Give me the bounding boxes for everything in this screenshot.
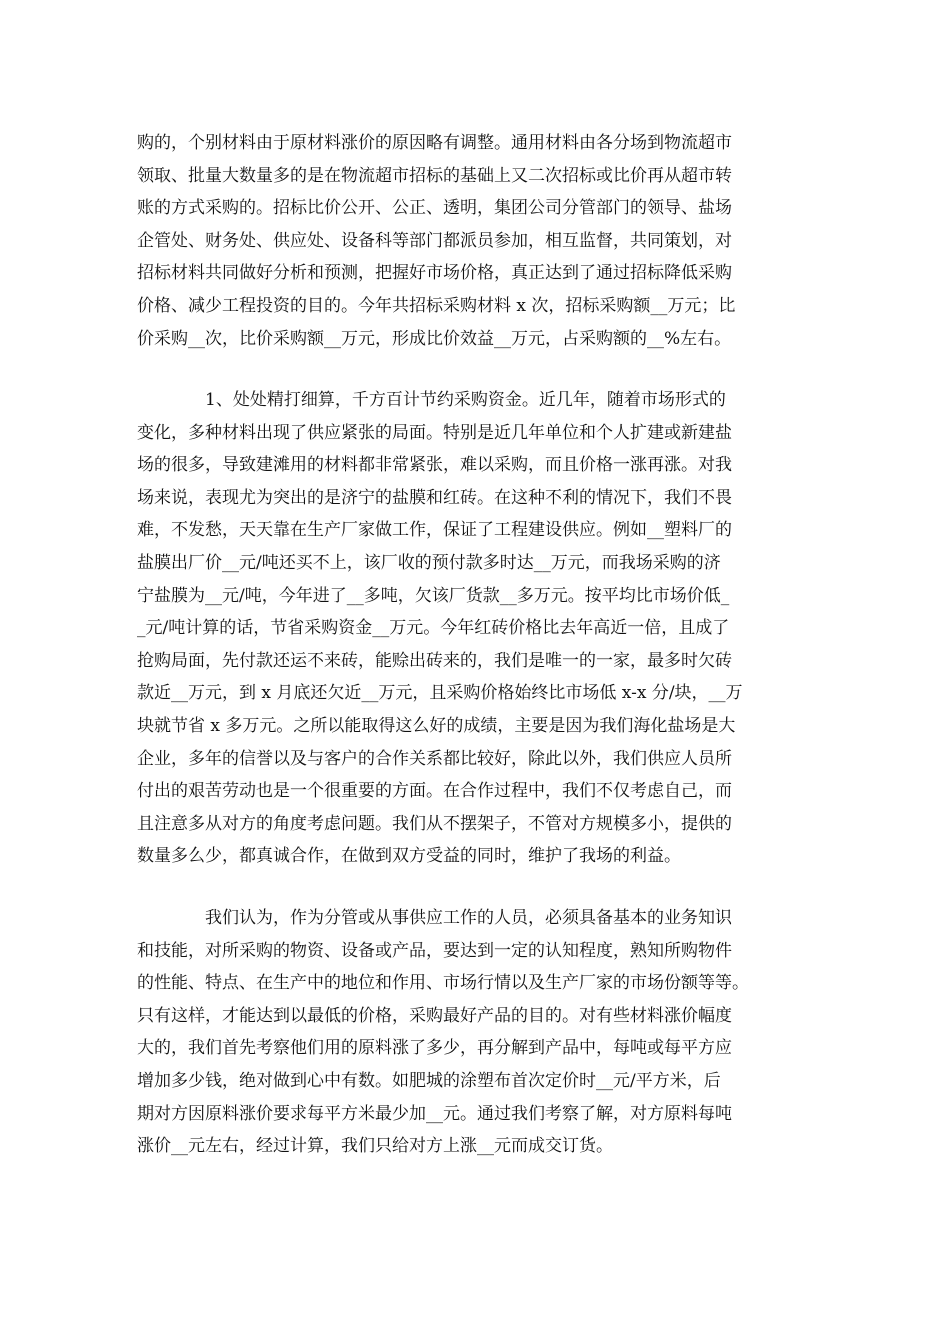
paragraph-line: 且注意多从对方的角度考虑问题。我们从不摆架子，不管对方规模多小，提供的 [137, 813, 732, 834]
paragraph-line: 场来说，表现尤为突出的是济宁的盐膜和红砖。在这种不利的情况下，我们不畏 [137, 487, 732, 508]
paragraph-procurement-bidding [137, 127, 817, 355]
paragraph-line: 涨价__元左右，经过计算，我们只给对方上涨__元而成交订货。 [137, 1136, 613, 1157]
paragraph-line: 招标材料共同做好分析和预测，把握好市场价格，真正达到了通过招标降低采购 [137, 263, 732, 284]
paragraph-line: 难，不发愁，天天靠在生产厂家做工作，保证了工程建设供应。例如__塑料厂的 [137, 520, 732, 541]
paragraph-line: 只有这样，才能达到以最低的价格，采购最好产品的目的。对有些材料涨价幅度 [137, 1005, 732, 1026]
paragraph-line: 企业，多年的信誉以及与客户的合作关系都比较好，除此以外，我们供应人员所 [137, 748, 732, 769]
paragraph-line: 企管处、财务处、供应处、设备科等部门都派员参加，相互监督，共同策划，对 [137, 230, 732, 251]
paragraph-line: 1、处处精打细算，千方百计节约采购资金。近几年，随着市场形式的 [205, 390, 726, 410]
paragraph-line: 购的，个别材料由于原材料涨价的原因略有调整。通用材料由各分场到物流超市 [137, 133, 732, 153]
paragraph-line: 款近__万元，到 x 月底还欠近__万元，且采购价格始终比市场低 x-x 分/块，__万 [137, 683, 743, 704]
paragraph-line: 变化，多种材料出现了供应紧张的局面。特别是近几年单位和个人扩建或新建盐 [137, 422, 732, 443]
paragraph-line: 大的，我们首先考察他们用的原料涨了多少，再分解到产品中，每吨或每平方应 [137, 1038, 732, 1059]
paragraph-line: 的性能、特点、在生产中的地位和作用、市场行情以及生产厂家的市场份额等等。 [137, 973, 749, 994]
paragraph-line: 盐膜出厂价__元/吨还买不上，该厂收的预付款多时达__万元，而我场采购的济 [137, 552, 721, 573]
paragraph-line: 领取、批量大数量多的是在物流超市招标的基础上又二次招标或比价再从超市转 [137, 165, 732, 186]
paragraph-line: 付出的艰苦劳动也是一个很重要的方面。在合作过程中，我们不仅考虑自己，而 [137, 781, 732, 802]
paragraph-line: 期对方因原料涨价要求每平方米最少加__元。通过我们考察了解，对方原料每吨 [137, 1103, 732, 1124]
paragraph-line: 数量多么少，都真诚合作，在做到双方受益的同时，维护了我场的利益。 [137, 846, 681, 867]
paragraph-line: 宁盐膜为__元/吨，今年进了__多吨，欠该厂货款__多万元。按平均比市场价低_ [137, 585, 730, 606]
paragraph-line: 和技能，对所采购的物资、设备或产品，要达到一定的认知程度，熟知所购物件 [137, 940, 732, 961]
paragraph-line: 场的很多，导致建滩用的材料都非常紧张，难以采购，而且价格一涨再涨。对我 [137, 455, 732, 476]
paragraph-line: 我们认为，作为分管或从事供应工作的人员，必须具备基本的业务知识 [205, 908, 732, 928]
paragraph-line: 账的方式采购的。招标比价公开、公正、透明，集团公司分管部门的领导、盐场 [137, 198, 732, 219]
paragraph-line: 块就节省 x 多万元。之所以能取得这么好的成绩，主要是因为我们海化盐场是大 [137, 715, 736, 736]
paragraph-saving-funds [137, 384, 817, 873]
paragraph-line: 价格、减少工程投资的目的。今年共招标采购材料 x 次，招标采购额__万元；比 [137, 295, 736, 316]
paragraph-line: _元/吨计算的话，节省采购资金__万元。今年红砖价格比去年高近一倍，且成了 [137, 618, 730, 639]
paragraph-line: 抢购局面，先付款还运不来砖，能赊出砖来的，我们是唯一的一家，最多时欠砖 [137, 650, 732, 671]
paragraph-line: 增加多少钱，绝对做到心中有数。如肥城的涂塑布首次定价时__元/平方米，后 [137, 1070, 721, 1091]
paragraph-staff-knowledge [137, 902, 817, 1163]
paragraph-line: 价采购__次，比价采购额__万元，形成比价效益__万元，占采购额的__%左右。 [137, 328, 732, 349]
